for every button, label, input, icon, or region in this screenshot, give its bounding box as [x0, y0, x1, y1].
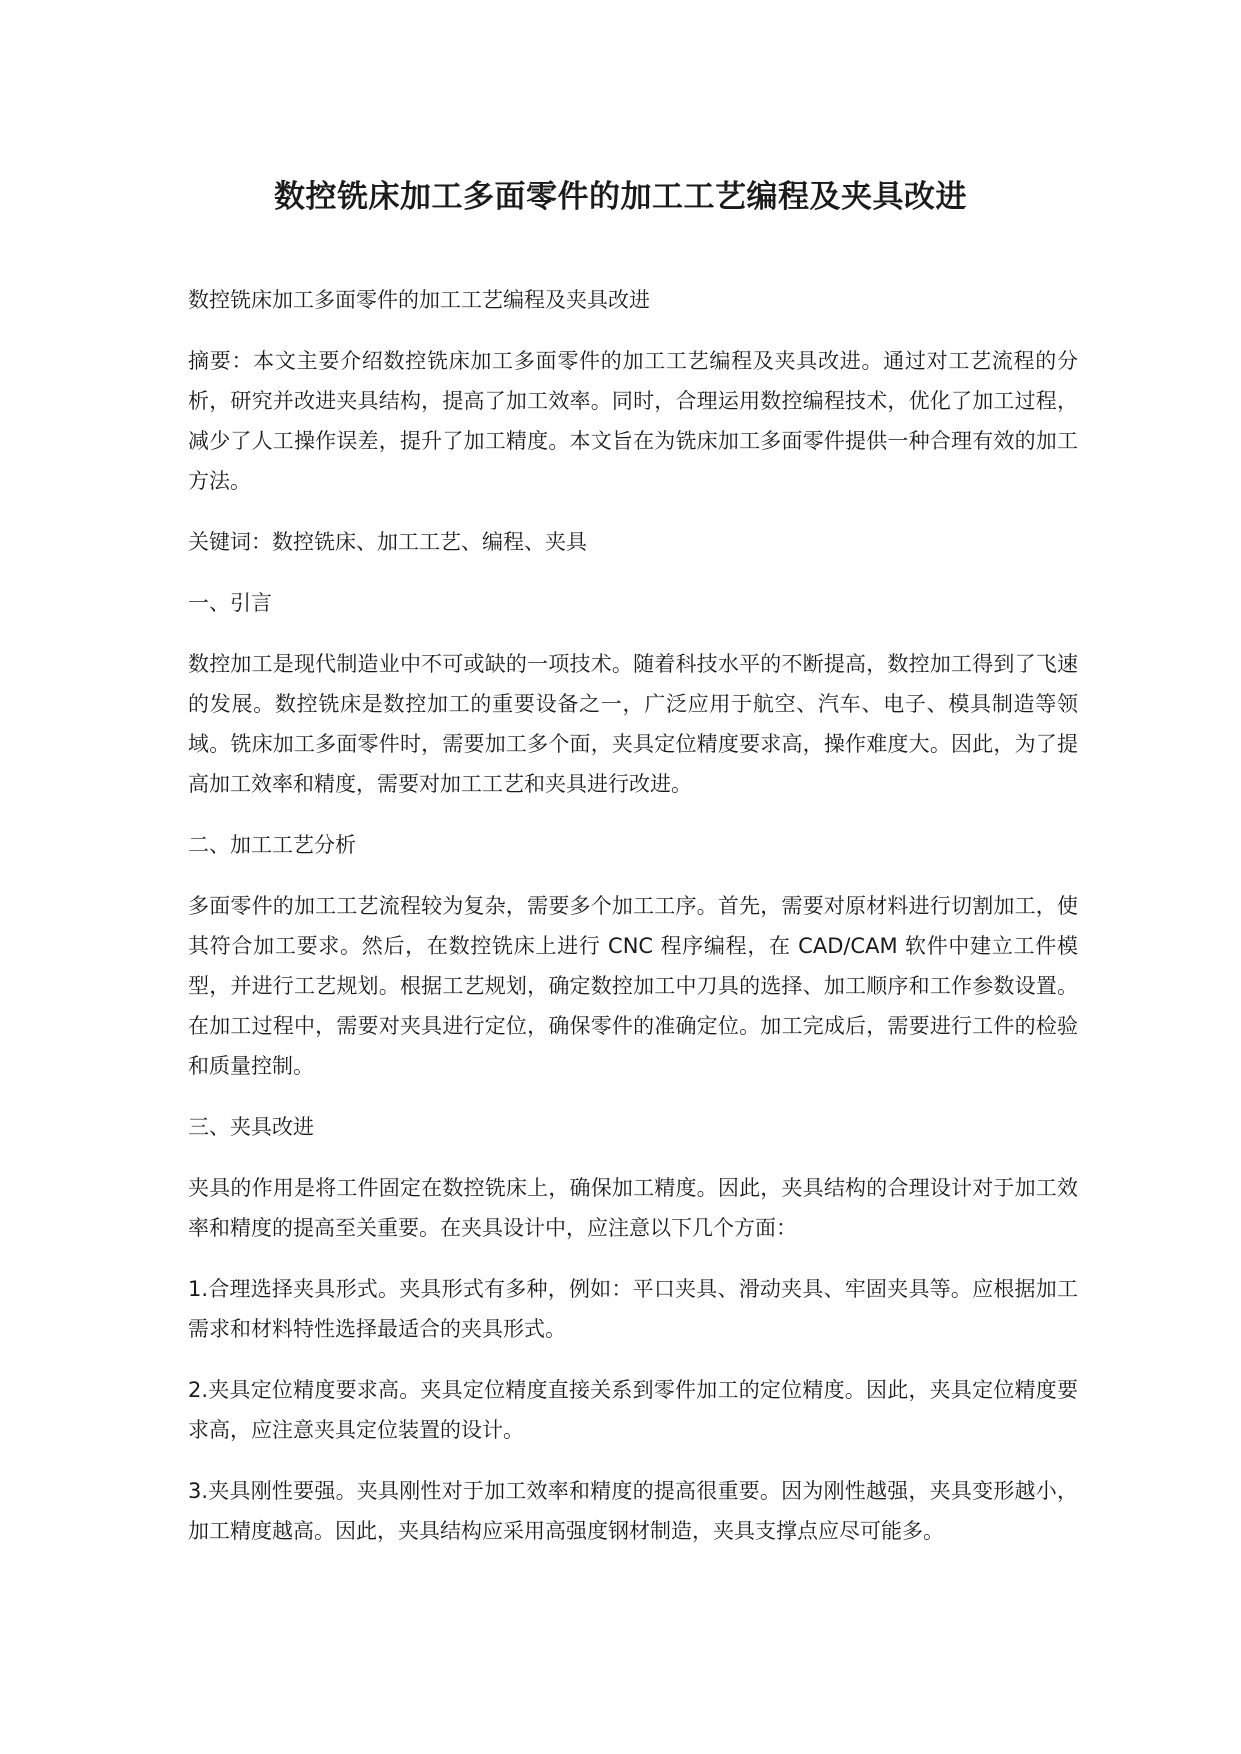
fixture-point-3: 3.夹具刚性要强。夹具刚性对于加工效率和精度的提高很重要。因为刚性越强，夹具变形越小，加工精度越高。因此，夹具结构应采用高强度钢材制造，夹具支撑点应尽可能多。 [188, 1479, 1078, 1543]
abstract-paragraph: 摘要：本文主要介绍数控铣床加工多面零件的加工工艺编程及夹具改进。通过对工艺流程的分析，研究并改进夹具结构，提高了加工效率。同时，合理运用数控编程技术，优化了加工过程，减少了人工操作误差，提升了加工精度。本文旨在为铣床加工多面零件提供一种合理有效的加工方法。 [188, 349, 1078, 493]
keywords-line: 关键词：数控铣床、加工工艺、编程、夹具 [188, 530, 587, 554]
document-title: 数控铣床加工多面零件的加工工艺编程及夹具改进 [274, 179, 967, 215]
section-heading-introduction: 一、引言 [188, 591, 272, 615]
section-heading-process-analysis: 二、加工工艺分析 [188, 833, 356, 857]
process-analysis-paragraph: 多面零件的加工工艺流程较为复杂，需要多个加工工序。首先，需要对原材料进行切割加工，使其符合加工要求。然后，在数控铣床上进行 CNC 程序编程，在 CAD/CAM 软件中建立工件模型，并进行工艺规划。根据工艺规划，确定数控加工中刀具的选择、加工顺序和工作参数设置。在加工过程中，需要对夹具进行定位，确保零件的准确定位。加工完成后，需要进行工件的检验和质量控制。 [188, 894, 1078, 1078]
document-subtitle: 数控铣床加工多面零件的加工工艺编程及夹具改进 [188, 288, 650, 312]
section-heading-fixture-improvement: 三、夹具改进 [188, 1115, 314, 1139]
introduction-paragraph: 数控加工是现代制造业中不可或缺的一项技术。随着科技水平的不断提高，数控加工得到了飞速的发展。数控铣床是数控加工的重要设备之一，广泛应用于航空、汽车、电子、模具制造等领域。铣床加工多面零件时，需要加工多个面，夹具定位精度要求高，操作难度大。因此，为了提高加工效率和精度，需要对加工工艺和夹具进行改进。 [188, 652, 1078, 796]
fixture-point-2: 2.夹具定位精度要求高。夹具定位精度直接关系到零件加工的定位精度。因此，夹具定位精度要求高，应注意夹具定位装置的设计。 [188, 1378, 1078, 1442]
fixture-point-1: 1.合理选择夹具形式。夹具形式有多种，例如：平口夹具、滑动夹具、牢固夹具等。应根据加工需求和材料特性选择最适合的夹具形式。 [188, 1277, 1078, 1341]
fixture-intro-paragraph: 夹具的作用是将工件固定在数控铣床上，确保加工精度。因此，夹具结构的合理设计对于加工效率和精度的提高至关重要。在夹具设计中，应注意以下几个方面： [188, 1176, 1078, 1240]
document-body [188, 280, 1078, 1572]
